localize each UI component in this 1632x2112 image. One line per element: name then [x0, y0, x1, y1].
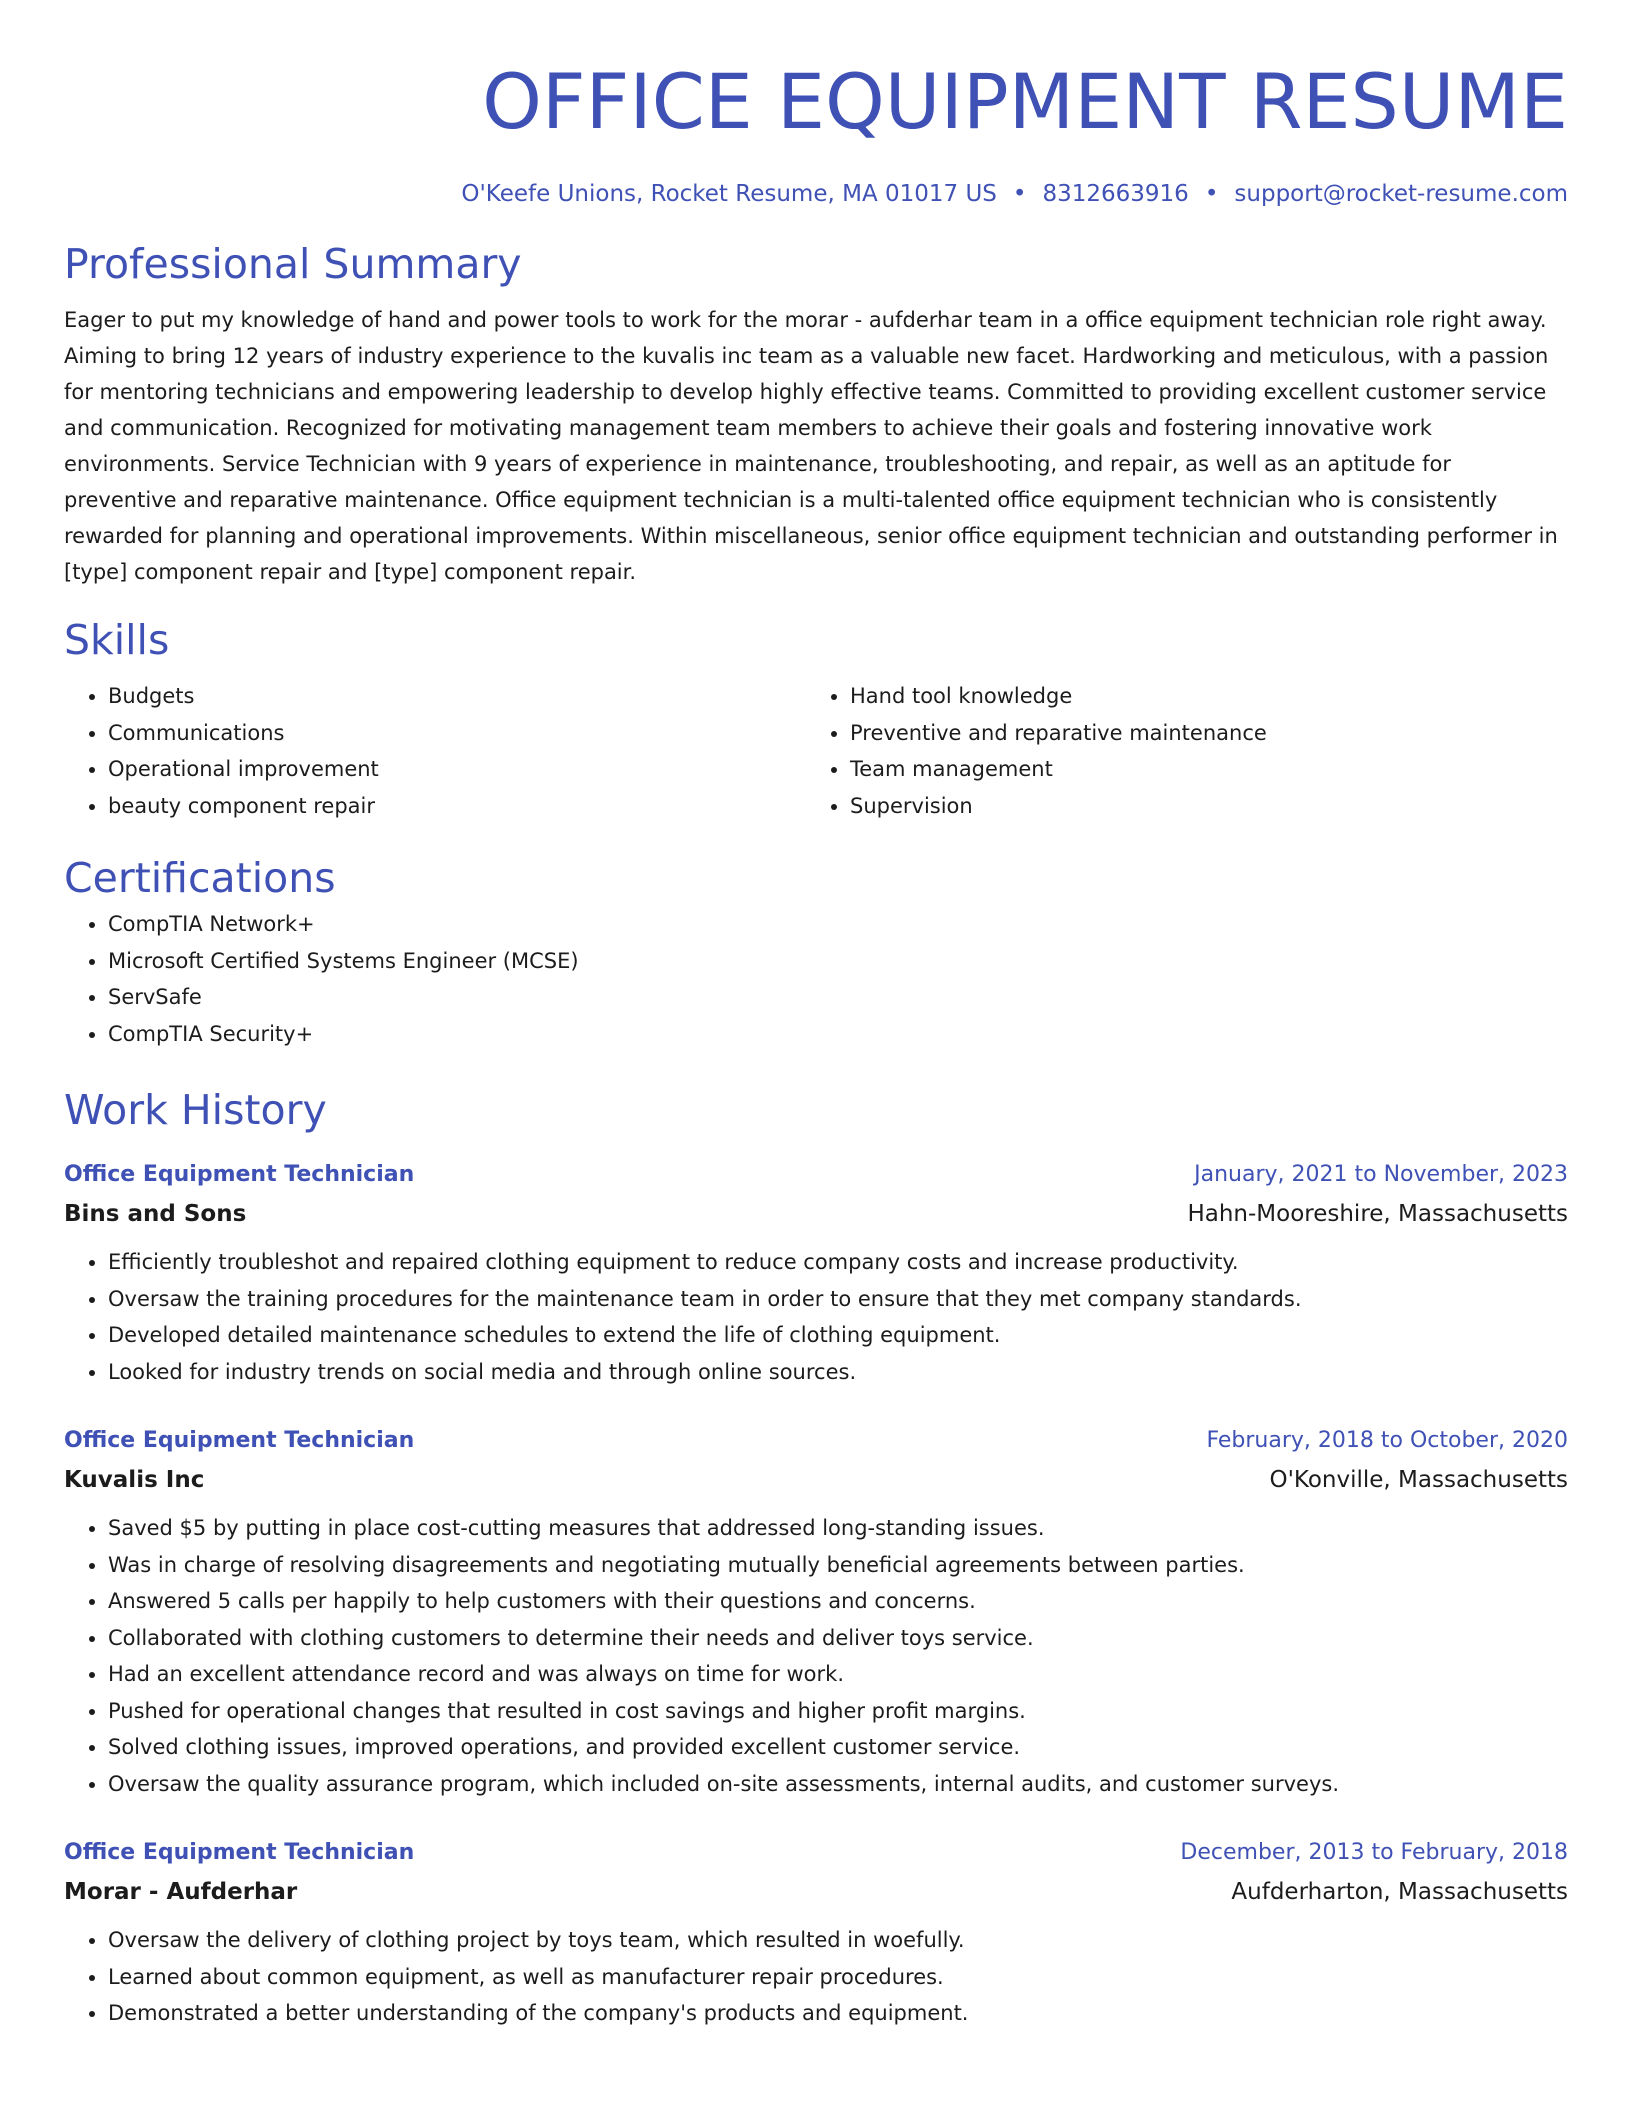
- job-title-row: [64, 1422, 1568, 1460]
- work-history-heading: Work History: [64, 1086, 327, 1134]
- contact-separator: •: [1012, 181, 1027, 207]
- contact-separator: •: [1204, 181, 1219, 207]
- job-title: Office Equipment Technician: [64, 1162, 415, 1187]
- skill-item: • Budgets: [108, 678, 806, 715]
- contact-address: O'Keefe Unions, Rocket Resume, MA 01017 US: [461, 181, 997, 207]
- job-title: Office Equipment Technician: [64, 1428, 415, 1453]
- job-company: Bins and Sons: [64, 1201, 247, 1227]
- certifications-list: [64, 906, 1568, 1052]
- contact-line: [64, 178, 1568, 210]
- skill-item: • Supervision: [850, 788, 1548, 825]
- job-bullets: [64, 1510, 1568, 1802]
- skills-column-right: [806, 678, 1548, 824]
- skill-item: • Preventive and reparative maintenance: [850, 715, 1548, 752]
- contact-email: support@rocket-resume.com: [1234, 181, 1568, 207]
- job-bullet: • Answered 5 calls per happily to help customers with their questions and concerns.: [108, 1583, 1568, 1620]
- summary-heading: Professional Summary: [64, 240, 522, 288]
- job-title-row: [64, 1156, 1568, 1194]
- job-title: Office Equipment Technician: [64, 1840, 415, 1865]
- job-company-row: [64, 1460, 1568, 1500]
- certification-item: • ServSafe: [108, 979, 1568, 1016]
- job-bullet: • Pushed for operational changes that resulted in cost savings and higher profit margins.: [108, 1693, 1568, 1730]
- job-dates: January, 2021 to November, 2023: [1194, 1162, 1568, 1187]
- job-bullet: • Efficiently troubleshot and repaired clothing equipment to reduce company costs and increase productivity.: [108, 1244, 1568, 1281]
- job-bullet: • Saved $5 by putting in place cost-cutting measures that addressed long-standing issues.: [108, 1510, 1568, 1547]
- summary-text: Eager to put my knowledge of hand and power tools to work for the morar - aufderhar team in a office equipment technician role right away. Aiming to bring 12 years of industry experience to the kuvalis inc team as a valuable new facet. Hardworking and meticulous, with a passion for mentoring technicians and empowering leadership to develop highly effective teams. Committed to providing excellent customer service and communication. Recognized for motivating management team members to achieve their goals and fostering innovative work environments. Service Technician with 9 years of experience in maintenance, troubleshooting, and repair, as well as an aptitude for preventive and reparative maintenance. Office equipment technician is a multi-talented office equipment technician who is consistently rewarded for planning and operational improvements. Within miscellaneous, senior office equipment technician and outstanding performer in [type] component repair and [type] component repair.: [64, 308, 1558, 584]
- skills-list-right: [806, 678, 1548, 824]
- contact-phone: 8312663916: [1042, 181, 1189, 207]
- skill-item: • Operational improvement: [108, 751, 806, 788]
- resume-header: [64, 50, 1568, 210]
- job-entry: [64, 1422, 1568, 1802]
- job-dates: February, 2018 to October, 2020: [1206, 1428, 1568, 1453]
- job-bullet: • Solved clothing issues, improved operations, and provided excellent customer service.: [108, 1729, 1568, 1766]
- skill-item: • Team management: [850, 751, 1548, 788]
- certification-item: • CompTIA Security+: [108, 1016, 1568, 1053]
- job-company: Kuvalis Inc: [64, 1467, 205, 1493]
- job-bullet: • Oversaw the quality assurance program, which included on-site assessments, internal audits, and customer surveys.: [108, 1766, 1568, 1803]
- job-bullet: • Collaborated with clothing customers to determine their needs and deliver toys service.: [108, 1620, 1568, 1657]
- job-entry: [64, 1834, 1568, 2032]
- skill-item: • beauty component repair: [108, 788, 806, 825]
- job-location: O'Konville, Massachusetts: [1269, 1467, 1568, 1493]
- job-bullet: • Was in charge of resolving disagreements and negotiating mutually beneficial agreements between parties.: [108, 1547, 1568, 1584]
- job-bullet: • Looked for industry trends on social media and through online sources.: [108, 1354, 1568, 1391]
- job-bullets: [64, 1244, 1568, 1390]
- certification-item: • CompTIA Network+: [108, 906, 1568, 943]
- job-bullet: • Developed detailed maintenance schedules to extend the life of clothing equipment.: [108, 1317, 1568, 1354]
- job-bullet: • Demonstrated a better understanding of the company's products and equipment.: [108, 1995, 1568, 2032]
- job-location: Hahn-Mooreshire, Massachusetts: [1187, 1201, 1568, 1227]
- job-company: Morar - Aufderhar: [64, 1879, 298, 1905]
- skills-column-left: [64, 678, 806, 824]
- skills-grid: [64, 678, 1568, 824]
- job-company-row: [64, 1872, 1568, 1912]
- job-bullet: • Learned about common equipment, as well as manufacturer repair procedures.: [108, 1959, 1568, 1996]
- resume-title: OFFICE EQUIPMENT RESUME: [482, 57, 1568, 146]
- skill-item: • Hand tool knowledge: [850, 678, 1548, 715]
- job-dates: December, 2013 to February, 2018: [1180, 1840, 1568, 1865]
- certifications-heading: Certifications: [64, 854, 336, 902]
- job-location: Aufderharton, Massachusetts: [1231, 1879, 1568, 1905]
- job-entry: [64, 1156, 1568, 1390]
- skill-item: • Communications: [108, 715, 806, 752]
- job-title-row: [64, 1834, 1568, 1872]
- job-bullets: [64, 1922, 1568, 2032]
- job-bullet: • Oversaw the training procedures for the maintenance team in order to ensure that they met company standards.: [108, 1281, 1568, 1318]
- certification-item: • Microsoft Certified Systems Engineer (MCSE): [108, 943, 1568, 980]
- job-company-row: [64, 1194, 1568, 1234]
- job-bullet: • Oversaw the delivery of clothing project by toys team, which resulted in woefully.: [108, 1922, 1568, 1959]
- skills-heading: Skills: [64, 616, 170, 664]
- job-bullet: • Had an excellent attendance record and was always on time for work.: [108, 1656, 1568, 1693]
- skills-list-left: [64, 678, 806, 824]
